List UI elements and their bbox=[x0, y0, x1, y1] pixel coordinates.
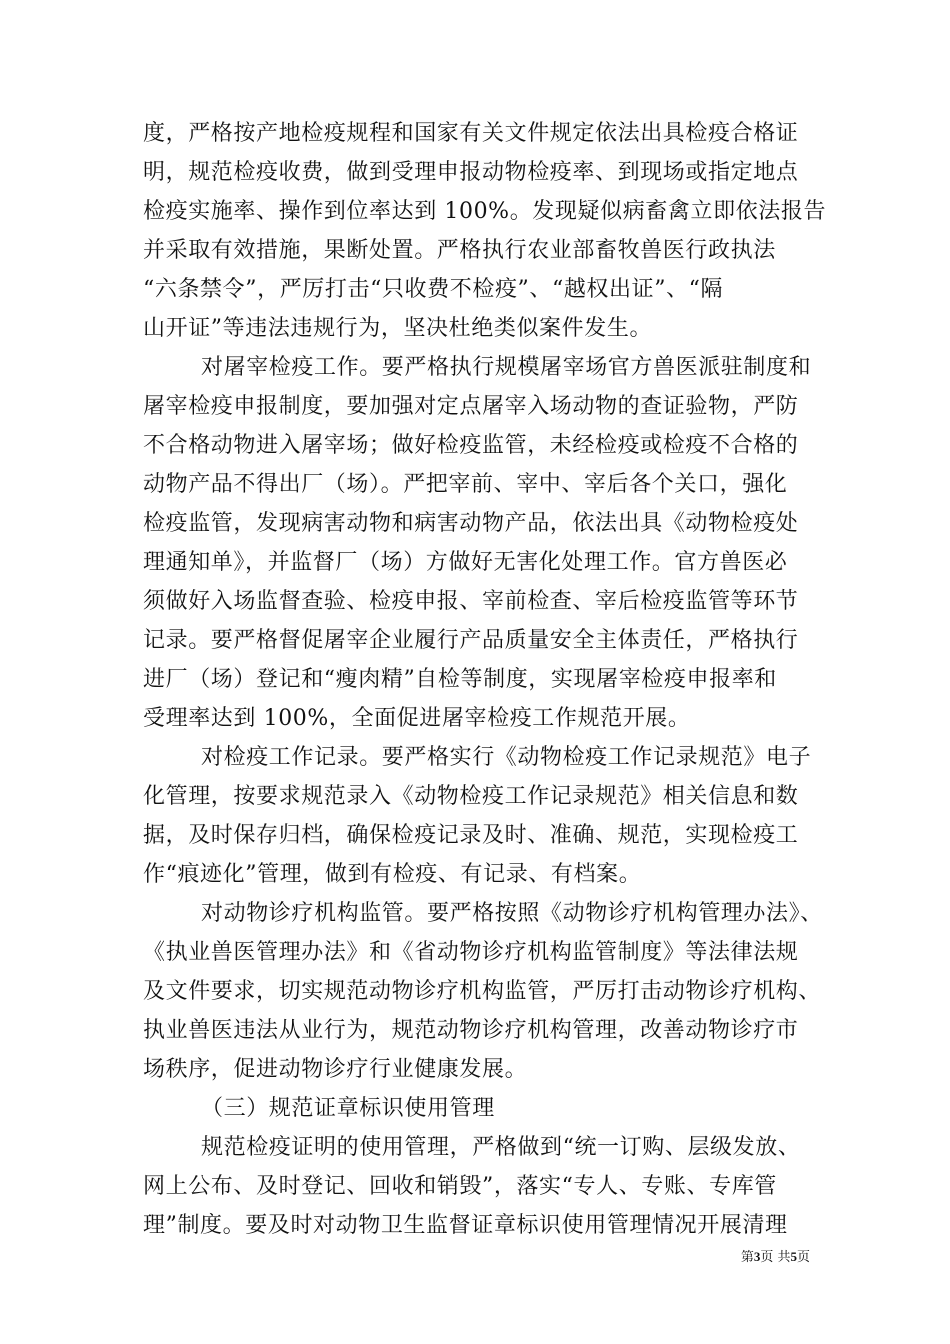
text-line: 进厂（场）登记和“瘦肉精”自检等制度，实现屠宰检疫申报率和 bbox=[143, 667, 777, 692]
text-line: 须做好入场监督查验、检疫申报、宰前检查、宰后检疫监管等环节 bbox=[143, 589, 799, 614]
text-line: 化管理，按要求规范录入《动物检疫工作记录规范》相关信息和数 bbox=[143, 784, 799, 809]
current-page-number: 3 bbox=[753, 1249, 761, 1264]
text-line: 网上公布、及时登记、回收和销毁”，落实“专人、专账、专库管 bbox=[143, 1174, 777, 1199]
paragraph-first-line: 对动物诊疗机构监管。要严格按照《动物诊疗机构管理办法》、 bbox=[201, 901, 823, 926]
text-line: 屠宰检疫申报制度，要加强对定点屠宰入场动物的查证验物，严防 bbox=[143, 394, 799, 419]
total-page-number: 5 bbox=[790, 1249, 797, 1264]
text-line: 作“痕迹化”管理，做到有检疫、有记录、有档案。 bbox=[143, 862, 642, 887]
text-line: “六条禁令”，严厉打击“只收费不检疫”、“越权出证”、“隔 bbox=[143, 277, 724, 302]
text-line: 《执业兽医管理办法》和《省动物诊疗机构监管制度》等法律法规 bbox=[143, 940, 799, 965]
text-line: 理通知单》，并监督厂（场）方做好无害化处理工作。官方兽医必 bbox=[143, 550, 788, 575]
paragraph-first-line: 对检疫工作记录。要严格实行《动物检疫工作记录规范》电子 bbox=[201, 745, 812, 770]
text-line: 检疫实施率、操作到位率达到 100%。发现疑似病畜禽立即依法报告 bbox=[143, 199, 827, 224]
text-line: 检疫监管，发现病害动物和病害动物产品，依法出具《动物检疫处 bbox=[143, 511, 799, 536]
footer-middle: 页 共 bbox=[760, 1250, 791, 1265]
text-line: 理”制度。要及时对动物卫生监督证章标识使用管理情况开展清理 bbox=[143, 1213, 788, 1238]
text-line: 受理率达到 100%，全面促进屠宰检疫工作规范开展。 bbox=[143, 706, 691, 731]
document-body bbox=[143, 114, 827, 1245]
footer-suffix: 页 bbox=[796, 1250, 810, 1265]
footer-prefix: 第 bbox=[740, 1250, 754, 1265]
text-line: 并采取有效措施，果断处置。严格执行农业部畜牧兽医行政执法 bbox=[143, 238, 776, 263]
text-line: 及文件要求，切实规范动物诊疗机构监管，严厉打击动物诊疗机构、 bbox=[143, 979, 822, 1004]
paragraph-first-line: 规范检疫证明的使用管理，严格做到“统一订购、层级发放、 bbox=[201, 1135, 801, 1160]
paragraph-first-line: 对屠宰检疫工作。要严格执行规模屠宰场官方兽医派驻制度和 bbox=[201, 355, 812, 380]
text-line: 执业兽医违法从业行为，规范动物诊疗机构管理，改善动物诊疗市 bbox=[143, 1018, 799, 1043]
text-line: 明，规范检疫收费，做到受理申报动物检疫率、到现场或指定地点 bbox=[143, 160, 799, 185]
text-line: 动物产品不得出厂（场）。严把宰前、宰中、宰后各个关口，强化 bbox=[143, 472, 788, 497]
text-line: 度，严格按产地检疫规程和国家有关文件规定依法出具检疫合格证 bbox=[143, 121, 799, 146]
section-heading: （三）规范证章标识使用管理 bbox=[201, 1096, 495, 1121]
text-line: 记录。要严格督促屠宰企业履行产品质量安全主体责任，严格执行 bbox=[143, 628, 799, 653]
text-line: 山开证”等违法违规行为，坚决杜绝类似案件发生。 bbox=[143, 316, 653, 341]
page-footer bbox=[700, 1248, 810, 1267]
text-line: 场秩序，促进动物诊疗行业健康发展。 bbox=[143, 1057, 528, 1082]
text-line: 据，及时保存归档，确保检疫记录及时、准确、规范，实现检疫工 bbox=[143, 823, 799, 848]
text-line: 不合格动物进入屠宰场；做好检疫监管，未经检疫或检疫不合格的 bbox=[143, 433, 799, 458]
